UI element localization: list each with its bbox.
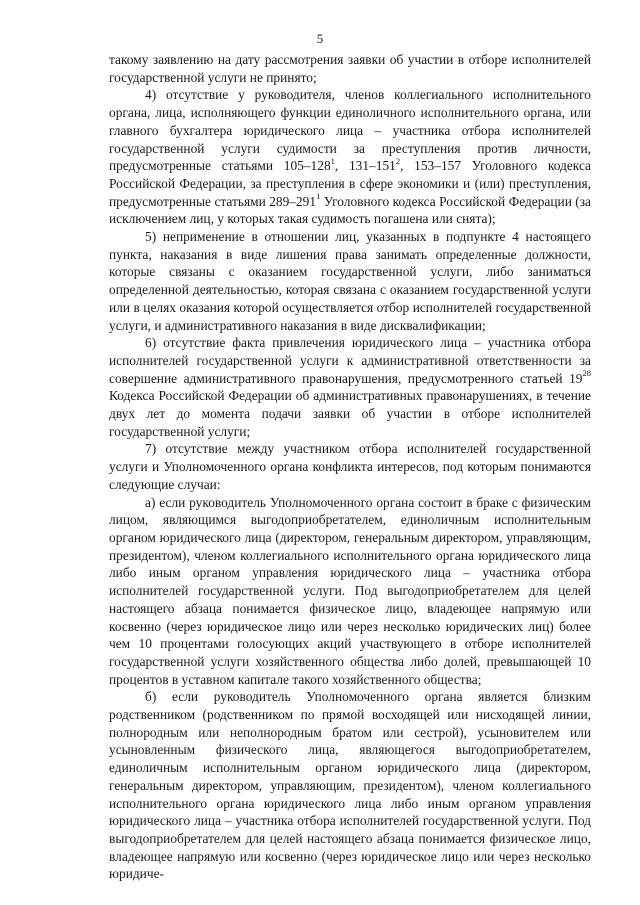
paragraph [109, 494, 591, 689]
superscript: 1 [316, 191, 321, 202]
paragraph [109, 51, 591, 86]
text-segment: б) если руководитель Уполномоченного органа является близким родственником (родственником по прямой восходящей или нисходящей линии, полнородным или неполнородным братом или сестрой), усыновителем или усыновленным физического лица, являющегося выгодоприобретателем, единоличным исполнительным органом юридического лица (директором, генеральным директором, управляющим, президентом), членом коллегиального исполнительного органа юридического лица либо иным органом управления юридического лица – участника отбора исполнителей государственной услуги. Под выгодоприобретателем для целей настоящего абзаца понимается физическое лицо, владеющее напрямую или косвенно (через юридическое лицо или через несколько юридиче- [109, 689, 591, 882]
text-segment: 7) отсутствие между участником отбора исполнителей государственной услуги и Уполномоченного органа конфликта интересов, под которым понимаются следующие случаи: [109, 441, 591, 492]
paragraph [109, 228, 591, 334]
superscript: 2 [395, 155, 401, 166]
document-body [109, 51, 591, 883]
page-number: 5 [316, 31, 324, 46]
text-segment: Кодекса Российской Федерации об административных правонарушениях, в течение двух лет до момента подачи заявки об участии в отборе исполнителей государственной услуги; [109, 388, 591, 439]
superscript: 28 [582, 368, 591, 379]
text-segment: Уголовного кодекса Российской Федерации (за исключением лиц, у которых такая судимость погашена или снята); [109, 193, 592, 227]
paragraph [109, 334, 591, 440]
text-segment: , 131–151 [334, 158, 396, 174]
text-segment: а) если руководитель Уполномоченного органа состоит в браке с физическим лицом, являющимся выгодоприобретателем, единоличным исполнительным органом юридического лица (директором, генеральным директором, управляющим, президентом), членом коллегиального исполнительного органа юридического лица либо иным органом управления юридического лица – участника отбора исполнителей государственной услуги. Под выгодоприобретателем для целей настоящего абзаца понимается физическое лицо, владеющее напрямую или косвенно (через юридическое лицо или через несколько юридических лиц) более чем 10 процентами голосующих акций участвующего в отборе исполнителей государственной услуги хозяйственного общества либо долей, превышающей 10 процентов в уставном капитале такого хозяйственного общества; [109, 494, 591, 687]
text-segment: такому заявлению на дату рассмотрения заявки об участии в отборе исполнителей государственной услуги не принято; [109, 52, 591, 85]
superscript: 1 [330, 155, 335, 166]
text-segment: 4) отсутствие у руководителя, членов коллегиального исполнительного органа, лица, исполняющего функции единоличного исполнительного органа, или главного бухгалтера юридического лица – участника отбора исполнителей государственной услуги судимости за преступления против личности, предусмотренные статьями 105–128 [109, 87, 591, 174]
paragraph [109, 86, 591, 228]
text-segment: 6) отсутствие факта привлечения юридического лица – участника отбора исполнителей государственной услуги к административной ответственности за совершение административного правонарушения, предусмотренного статьей 19 [109, 335, 591, 386]
text-segment: , 153–157 Уголовного кодекса Российской Федерации, за преступления в сфере экономики и (или) преступления, предусмотренные статьями 289–291 [109, 158, 592, 209]
paragraph [109, 440, 591, 493]
paragraph [109, 688, 591, 883]
text-segment: 5) неприменение в отношении лиц, указанных в подпункте 4 настоящего пункта, наказания в виде лишения права занимать определенные должности, которые связаны с оказанием государственной услуги, либо заниматься определенной деятельностью, которая связана с оказанием государственной услуги или в целях оказания которой осуществляется отбор исполнителей государственной услуги, и административного наказания в виде дисквалификации; [109, 229, 591, 333]
